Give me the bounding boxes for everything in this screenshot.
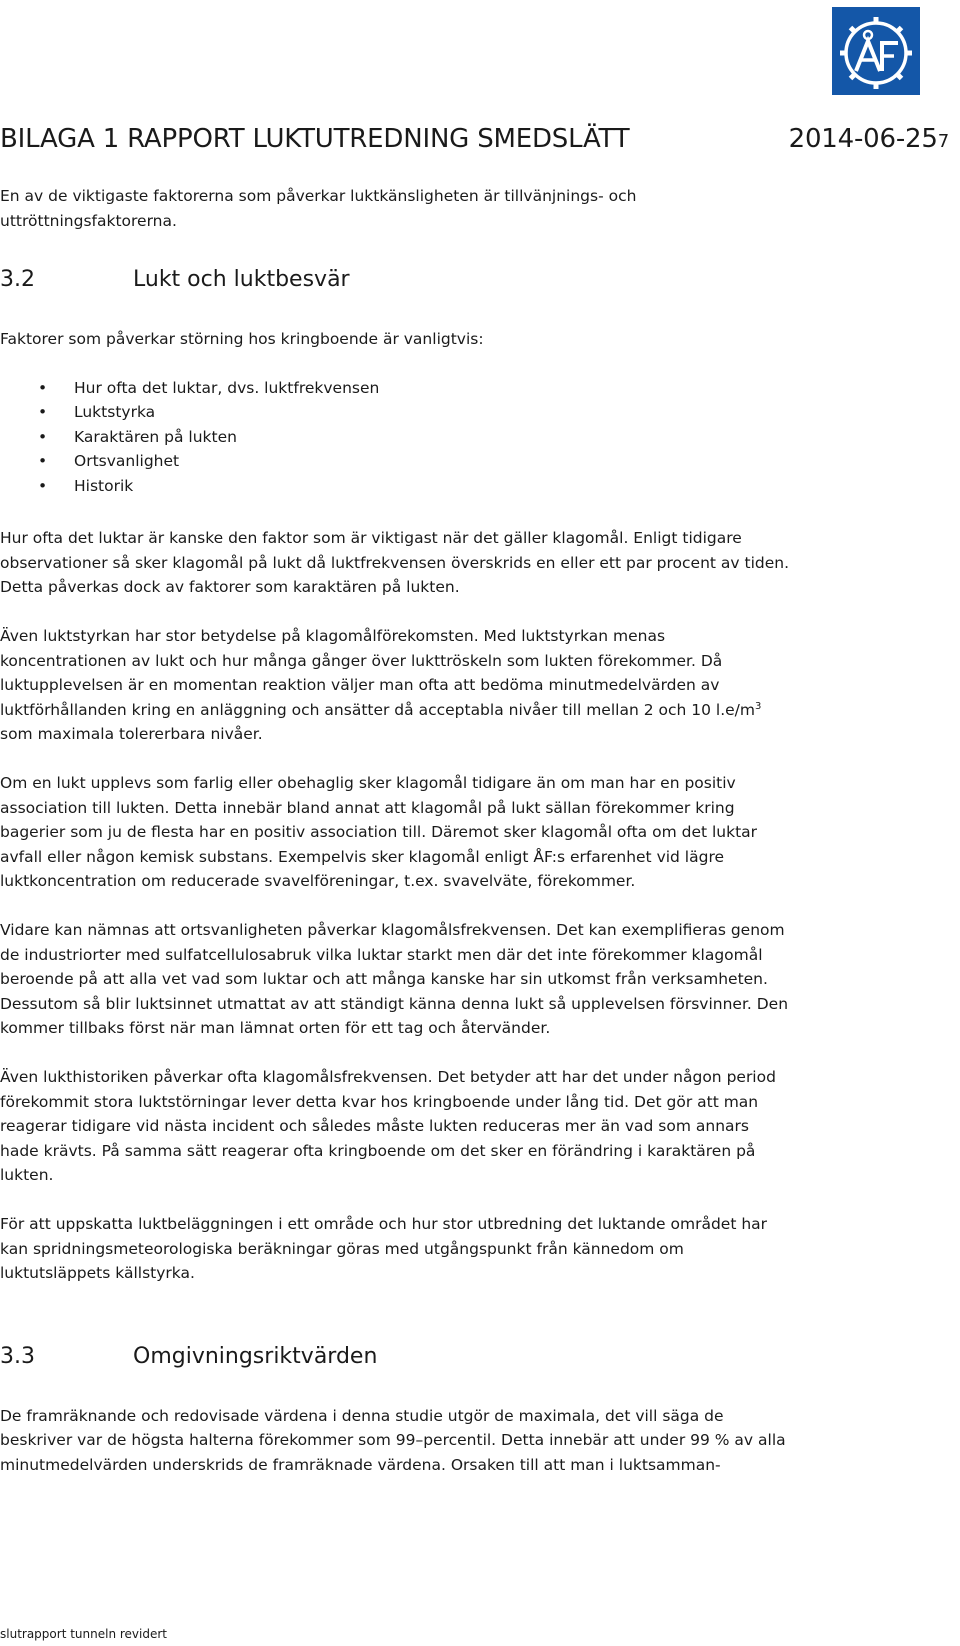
list-item [0, 449, 790, 474]
paragraph-text: som maximala tolererbara nivåer. [0, 725, 263, 743]
list-item [0, 425, 790, 450]
bullet-icon: • [38, 378, 48, 397]
document-body [0, 184, 790, 1502]
factor-list [0, 376, 790, 499]
section-title: Lukt och luktbesvär [133, 267, 350, 292]
bullet-icon: • [38, 452, 48, 470]
af-logo-icon [832, 7, 920, 95]
body-paragraph: För att uppskatta luktbeläggningen i ett område och hur stor utbredning det luktande området har kan spridningsmeteorologiska beräkningar göras med utgångspunkt från kännedom om luktutsläppets källstyrka. [0, 1215, 768, 1282]
list-item-text: Luktstyrka [74, 403, 156, 421]
list-item-text: Hur ofta det luktar, dvs. luktfrekvensen [74, 378, 380, 397]
bullet-icon: • [38, 403, 48, 421]
body-paragraph: Hur ofta det luktar är kanske den faktor som är viktigast när det gäller klagomål. Enligt tidigare observationer så sker klagomål på lukt då luktfrekvensen överskrids en eller ett par procent av tiden. Detta påverkas dock av faktorer som karaktären på lukten. [0, 529, 790, 596]
af-logo [832, 7, 920, 95]
list-item-text: Historik [74, 476, 134, 495]
body-paragraph: Vidare kan nämnas att ortsvanligheten påverkar klagomålsfrekvensen. Det kan exemplifieras genom de industriorter med sulfatcellulosabruk vilka luktar starkt men där det inte förekommer klagomål beroende på att alla vet vad som luktar och att många kanske har sin utkomst från verksamheten. Dessutom så blir luktsinnet utmattat av att ständigt känna denna lukt så upplevelsen försvinner. Den kommer tillbaks först när man lämnat orten för ett tag och återvänder. [0, 921, 789, 1037]
intro-paragraph: En av de viktigaste faktorerna som påverkar luktkänsligheten är tillvänjnings- och uttröttningsfaktorerna. [0, 187, 637, 230]
section-title: Omgivningsriktvärden [133, 1343, 378, 1369]
page-footer: slutrapport tunneln revidert [0, 1627, 167, 1641]
section-number: 3.3 [0, 1343, 35, 1369]
section-lead-paragraph: Faktorer som påverkar störning hos kringboende är vanligtvis: [0, 330, 484, 348]
body-paragraph: Om en lukt upplevs som farlig eller obehaglig sker klagomål tidigare än om man har en positiv association till lukten. Detta innebär bland annat att klagomål på lukt sällan förekommer kring bagerier som ju de flesta har en positiv association till. Däremot sker klagomål ofta om det luktar avfall eller någon kemisk substans. Exempelvis sker klagomål enligt ÅF:s erfarenhet vid lägre luktkoncentration om reducerade svavelföreningar, t.ex. svavelväte, förekommer. [0, 774, 758, 890]
list-item [0, 376, 790, 401]
list-item [0, 474, 790, 499]
paragraph-text: Även luktstyrkan har stor betydelse på klagomålförekomsten. Med luktstyrkan menas koncentrationen av lukt och hur många gånger över lukttröskeln som lukten förekommer. Då luktupplevelsen är en momentan reaktion väljer man ofta att bedöma minutmedelvärden av luktförhållanden kring en anläggning och ansätter då acceptabla nivåer till mellan 2 och 10 l.e/m [0, 627, 755, 719]
body-paragraph: De framräknande och redovisade värdena i denna studie utgör de maximala, det vill säga de beskriver var de högsta halterna förekommer som 99–percentil. Detta innebär att under 99 % av alla minutmedelvärden underskrids de framräknade värdena. Orsaken till att man i luktsamman- [0, 1406, 786, 1474]
list-item [0, 400, 790, 425]
document-title: BILAGA 1 RAPPORT LUKTUTREDNING SMEDSLÄTT [0, 124, 630, 154]
section-number: 3.2 [0, 267, 35, 292]
section-heading-3-3 [0, 1342, 790, 1404]
body-paragraph [0, 624, 790, 747]
section-heading-3-2 [0, 265, 790, 327]
list-item-text: Karaktären på lukten [74, 427, 237, 446]
document-date: 2014-06-25 [788, 124, 938, 154]
list-item-text: Ortsvanlighet [74, 452, 180, 470]
bullet-icon: • [38, 476, 48, 495]
header-date-page [789, 124, 949, 154]
body-paragraph: Även lukthistoriken påverkar ofta klagomålsfrekvensen. Det betyder att har det under någon period förekommit stora luktstörningar lever detta kvar hos kringboende under lång tid. Det gör att man reagerar tidigare vid nästa incident och således måste lukten reduceras mer än vad som annars hade krävts. På samma sätt reagerar ofta kringboende om det sker en förändring i karaktären på lukten. [0, 1068, 776, 1184]
page-header [0, 118, 960, 162]
bullet-icon: • [38, 427, 48, 446]
superscript: 3 [754, 700, 762, 712]
page-number: 7 [937, 131, 949, 152]
